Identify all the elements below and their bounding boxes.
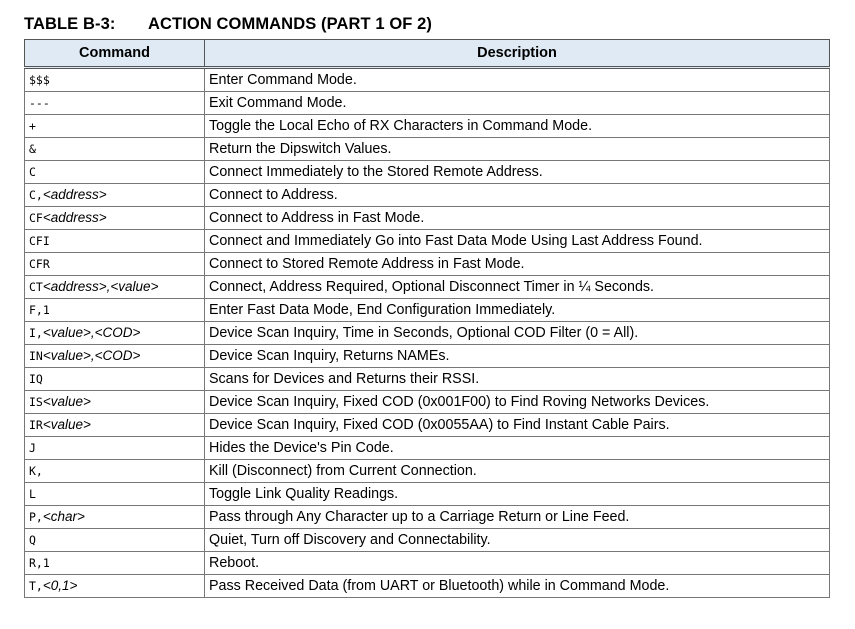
command-keyword: T, bbox=[29, 579, 43, 593]
table-row bbox=[25, 414, 830, 437]
table-body bbox=[25, 68, 830, 598]
table-number: TABLE B-3: bbox=[24, 15, 116, 33]
table-row bbox=[25, 253, 830, 276]
command-keyword: C, bbox=[29, 188, 43, 202]
command-argument: <value>,<COD> bbox=[42, 325, 141, 340]
table-row bbox=[25, 68, 830, 92]
command-cell bbox=[25, 207, 205, 230]
command-keyword: J bbox=[29, 441, 36, 455]
command-cell bbox=[25, 115, 205, 138]
description-cell: Device Scan Inquiry, Fixed COD (0x001F00) to Find Roving Networks Devices. bbox=[205, 391, 830, 414]
command-cell bbox=[25, 483, 205, 506]
table-row bbox=[25, 345, 830, 368]
command-keyword: CT bbox=[29, 280, 43, 294]
action-commands-table bbox=[24, 39, 830, 598]
table-row bbox=[25, 529, 830, 552]
command-cell bbox=[25, 460, 205, 483]
command-argument: <address> bbox=[42, 210, 107, 225]
table-row bbox=[25, 161, 830, 184]
command-cell bbox=[25, 368, 205, 391]
command-keyword: IQ bbox=[29, 372, 43, 386]
command-cell bbox=[25, 506, 205, 529]
table-row bbox=[25, 299, 830, 322]
description-column-header: Description bbox=[205, 40, 830, 68]
description-cell: Connect Immediately to the Stored Remote Address. bbox=[205, 161, 830, 184]
command-column-header: Command bbox=[25, 40, 205, 68]
command-cell bbox=[25, 161, 205, 184]
command-argument: <address>,<value> bbox=[42, 279, 159, 294]
description-cell: Pass through Any Character up to a Carriage Return or Line Feed. bbox=[205, 506, 830, 529]
description-cell: Connect, Address Required, Optional Disconnect Timer in ¼ Seconds. bbox=[205, 276, 830, 299]
command-argument: <address> bbox=[42, 187, 107, 202]
description-cell: Kill (Disconnect) from Current Connection. bbox=[205, 460, 830, 483]
command-keyword: --- bbox=[29, 96, 50, 110]
command-cell bbox=[25, 276, 205, 299]
command-cell bbox=[25, 414, 205, 437]
description-cell: Exit Command Mode. bbox=[205, 92, 830, 115]
command-cell bbox=[25, 552, 205, 575]
table-row bbox=[25, 207, 830, 230]
command-argument: <value> bbox=[42, 417, 91, 432]
table-row bbox=[25, 115, 830, 138]
command-cell bbox=[25, 437, 205, 460]
command-keyword: L bbox=[29, 487, 36, 501]
command-keyword: C bbox=[29, 165, 36, 179]
table-row bbox=[25, 460, 830, 483]
description-cell: Enter Command Mode. bbox=[205, 68, 830, 92]
description-cell: Toggle Link Quality Readings. bbox=[205, 483, 830, 506]
description-cell: Device Scan Inquiry, Fixed COD (0x0055AA) to Find Instant Cable Pairs. bbox=[205, 414, 830, 437]
command-keyword: IS bbox=[29, 395, 43, 409]
command-cell bbox=[25, 68, 205, 92]
description-cell: Toggle the Local Echo of RX Characters in Command Mode. bbox=[205, 115, 830, 138]
description-cell: Hides the Device's Pin Code. bbox=[205, 437, 830, 460]
table-row bbox=[25, 276, 830, 299]
command-keyword: IN bbox=[29, 349, 43, 363]
command-keyword: IR bbox=[29, 418, 43, 432]
table-row bbox=[25, 138, 830, 161]
table-row bbox=[25, 437, 830, 460]
description-cell: Quiet, Turn off Discovery and Connectability. bbox=[205, 529, 830, 552]
header-row bbox=[25, 40, 830, 68]
description-cell: Device Scan Inquiry, Returns NAMEs. bbox=[205, 345, 830, 368]
command-keyword: K, bbox=[29, 464, 43, 478]
description-cell: Scans for Devices and Returns their RSSI. bbox=[205, 368, 830, 391]
table-row bbox=[25, 92, 830, 115]
command-argument: <value>,<COD> bbox=[42, 348, 141, 363]
command-keyword: F,1 bbox=[29, 303, 50, 317]
command-cell bbox=[25, 230, 205, 253]
command-argument: <char> bbox=[42, 509, 85, 524]
table-caption: ACTION COMMANDS (PART 1 OF 2) bbox=[148, 15, 433, 33]
table-row bbox=[25, 230, 830, 253]
command-cell bbox=[25, 299, 205, 322]
description-cell: Enter Fast Data Mode, End Configuration Immediately. bbox=[205, 299, 830, 322]
command-cell bbox=[25, 575, 205, 598]
command-cell bbox=[25, 345, 205, 368]
description-cell: Pass Received Data (from UART or Bluetooth) while in Command Mode. bbox=[205, 575, 830, 598]
command-cell bbox=[25, 253, 205, 276]
command-keyword: CFR bbox=[29, 257, 50, 271]
description-cell: Device Scan Inquiry, Time in Seconds, Optional COD Filter (0 = All). bbox=[205, 322, 830, 345]
description-cell: Return the Dipswitch Values. bbox=[205, 138, 830, 161]
table-row bbox=[25, 506, 830, 529]
description-cell: Reboot. bbox=[205, 552, 830, 575]
command-keyword: & bbox=[29, 142, 36, 156]
description-cell: Connect to Stored Remote Address in Fast Mode. bbox=[205, 253, 830, 276]
command-keyword: R,1 bbox=[29, 556, 50, 570]
command-cell bbox=[25, 391, 205, 414]
command-keyword: CFI bbox=[29, 234, 50, 248]
command-cell bbox=[25, 92, 205, 115]
table-row bbox=[25, 483, 830, 506]
table-row bbox=[25, 575, 830, 598]
command-keyword: P, bbox=[29, 510, 43, 524]
command-cell bbox=[25, 184, 205, 207]
description-cell: Connect to Address in Fast Mode. bbox=[205, 207, 830, 230]
command-keyword: CF bbox=[29, 211, 43, 225]
table-row bbox=[25, 391, 830, 414]
table-row bbox=[25, 184, 830, 207]
command-keyword: $$$ bbox=[29, 73, 50, 87]
command-keyword: + bbox=[29, 119, 36, 133]
table-row bbox=[25, 322, 830, 345]
command-keyword: Q bbox=[29, 533, 36, 547]
table-row bbox=[25, 368, 830, 391]
table-row bbox=[25, 552, 830, 575]
command-argument: <value> bbox=[42, 394, 91, 409]
command-argument: <0,1> bbox=[42, 578, 78, 593]
command-cell bbox=[25, 322, 205, 345]
description-cell: Connect to Address. bbox=[205, 184, 830, 207]
command-cell bbox=[25, 138, 205, 161]
description-cell: Connect and Immediately Go into Fast Data Mode Using Last Address Found. bbox=[205, 230, 830, 253]
command-cell bbox=[25, 529, 205, 552]
command-keyword: I, bbox=[29, 326, 43, 340]
table-title bbox=[24, 15, 432, 34]
